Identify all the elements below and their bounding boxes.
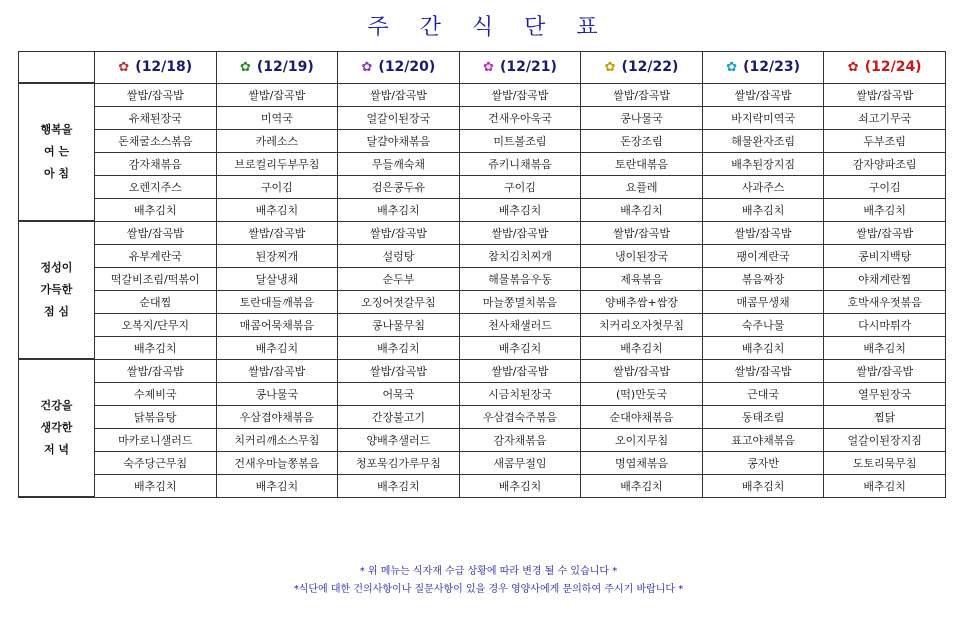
date-label: (12/19) (256, 59, 314, 76)
menu-item: 쌀밥/잡곡밥 (95, 221, 217, 244)
menu-item: 두부조림 (824, 129, 946, 152)
menu-item: 천사채샐러드 (459, 313, 581, 336)
menu-item: 매콤어묵채볶음 (216, 313, 338, 336)
flower-icon: ✿ (118, 60, 130, 76)
menu-item: 토란대들깨볶음 (216, 290, 338, 313)
meal-label (19, 359, 95, 497)
menu-item: 배추김치 (338, 336, 460, 359)
date-header-1 (216, 52, 338, 84)
menu-item: 무들깨숙채 (338, 152, 460, 175)
meal-label-line: 여 는 (43, 145, 70, 158)
menu-item: 배추김치 (216, 198, 338, 221)
menu-item: 콩비지백탕 (824, 244, 946, 267)
menu-item: 사과주스 (702, 175, 824, 198)
menu-item: 콩나물국 (581, 106, 703, 129)
flower-icon: ✿ (239, 60, 251, 76)
supply-change-note: * 위 메뉴는 식자재 수급 상황에 따라 변경 될 수 있습니다 * (359, 566, 618, 577)
meal-label-line: 정성이 (40, 261, 73, 274)
menu-item: 토란대볶음 (581, 152, 703, 175)
meal-row (19, 474, 946, 497)
meal-row (19, 428, 946, 451)
menu-item: 달살냉채 (216, 267, 338, 290)
menu-item: 배추김치 (459, 474, 581, 497)
menu-item: 근대국 (702, 382, 824, 405)
menu-item: 다시마튀각 (824, 313, 946, 336)
menu-item: 콩나물국 (216, 382, 338, 405)
flower-icon: ✿ (726, 60, 738, 76)
menu-item: 오복지/단무지 (95, 313, 217, 336)
menu-item: 우삼겹야채볶음 (216, 405, 338, 428)
menu-item: 쌀밥/잡곡밥 (216, 359, 338, 382)
menu-item: 팽이계란국 (702, 244, 824, 267)
menu-item: 청포묵김가루무침 (338, 451, 460, 474)
menu-item: (떡)만둣국 (581, 382, 703, 405)
meal-label-line: 행복을 (40, 123, 73, 136)
menu-item: 오렌지주스 (95, 175, 217, 198)
date-header-6 (824, 52, 946, 84)
menu-item: 치커리깨소스무침 (216, 428, 338, 451)
date-label: (12/23) (743, 59, 800, 76)
meal-label-line: 저 녁 (43, 443, 70, 456)
menu-item: 구이김 (824, 175, 946, 198)
menu-item: 배추된장지짐 (702, 152, 824, 175)
menu-item: 치커리오자첫무침 (581, 313, 703, 336)
menu-item: 냉이된장국 (581, 244, 703, 267)
menu-item: 쥬키니채볶음 (459, 152, 581, 175)
meal-row (19, 267, 946, 290)
menu-item: 배추김치 (95, 336, 217, 359)
menu-item: 수제비국 (95, 382, 217, 405)
menu-item: 배추김치 (581, 474, 703, 497)
meal-row (19, 198, 946, 221)
menu-item: 쌀밥/잡곡밥 (338, 83, 460, 106)
menu-item: 카레소스 (216, 129, 338, 152)
date-label: (12/21) (499, 59, 557, 76)
menu-item: 건새우마늘쫑볶음 (216, 451, 338, 474)
menu-item: 쌀밥/잡곡밥 (216, 221, 338, 244)
menu-item: 닭볶음탕 (95, 405, 217, 428)
menu-item: 감자채볶음 (95, 152, 217, 175)
menu-item: 유부계란국 (95, 244, 217, 267)
menu-item: 배추김치 (581, 336, 703, 359)
date-label: (12/24) (864, 59, 922, 76)
menu-item: 마늘쫑멸치볶음 (459, 290, 581, 313)
menu-item: 쌀밥/잡곡밥 (702, 359, 824, 382)
menu-item: 쌀밥/잡곡밥 (338, 359, 460, 382)
menu-item: 표고야채볶음 (702, 428, 824, 451)
menu-item: 쌀밥/잡곡밥 (824, 221, 946, 244)
meal-label-line: 생각한 (40, 421, 73, 434)
menu-item: 구이김 (459, 175, 581, 198)
menu-item: 찜닭 (824, 405, 946, 428)
menu-item: 쌀밥/잡곡밥 (581, 83, 703, 106)
flower-icon: ✿ (847, 60, 859, 76)
menu-item: 건새우아욱국 (459, 106, 581, 129)
menu-item: 매콤무생채 (702, 290, 824, 313)
menu-item: 오이지무침 (581, 428, 703, 451)
menu-item: 미역국 (216, 106, 338, 129)
menu-item: 야채계란찜 (824, 267, 946, 290)
meal-row (19, 152, 946, 175)
meal-row (19, 290, 946, 313)
meal-row (19, 129, 946, 152)
menu-item: 쌀밥/잡곡밥 (216, 83, 338, 106)
menu-item: 시금치된장국 (459, 382, 581, 405)
menu-item: 구이김 (216, 175, 338, 198)
menu-item: 배추김치 (459, 198, 581, 221)
menu-item: 배추김치 (338, 474, 460, 497)
menu-item: 얼갈이된장지짐 (824, 428, 946, 451)
menu-item: 해물볶음우동 (459, 267, 581, 290)
weekly-menu-table (18, 51, 946, 498)
menu-item: 간장불고기 (338, 405, 460, 428)
meal-row (19, 382, 946, 405)
menu-item: 쇠고기무국 (824, 106, 946, 129)
menu-item: 돈채굴소스볶음 (95, 129, 217, 152)
menu-item: 쌀밥/잡곡밥 (95, 83, 217, 106)
menu-item: 순두부 (338, 267, 460, 290)
menu-item: 배추김치 (95, 474, 217, 497)
menu-item: 쌀밥/잡곡밥 (95, 359, 217, 382)
meal-row (19, 106, 946, 129)
meal-row (19, 83, 946, 106)
menu-item: 양배추샐러드 (338, 428, 460, 451)
flower-icon: ✿ (604, 60, 616, 76)
menu-item: 배추김치 (824, 198, 946, 221)
meal-label-line: 아 침 (43, 167, 70, 180)
menu-item: 미트볼조림 (459, 129, 581, 152)
meal-row (19, 313, 946, 336)
menu-item: 순대야채볶음 (581, 405, 703, 428)
menu-item: 유채된장국 (95, 106, 217, 129)
menu-item: 배추김치 (824, 474, 946, 497)
menu-item: 순대찜 (95, 290, 217, 313)
meal-label-line: 건강을 (40, 399, 73, 412)
meal-label (19, 83, 95, 221)
menu-item: 쌀밥/잡곡밥 (459, 83, 581, 106)
menu-item: 돈장조림 (581, 129, 703, 152)
meal-row (19, 336, 946, 359)
menu-item: 콩자반 (702, 451, 824, 474)
menu-item: 오징어젓갈무침 (338, 290, 460, 313)
menu-item: 바지락미역국 (702, 106, 824, 129)
date-header-0 (95, 52, 217, 84)
flower-icon: ✿ (483, 60, 494, 76)
meal-label-line: 가득한 (40, 283, 73, 296)
menu-item: 쌀밥/잡곡밥 (581, 359, 703, 382)
inquiry-note: *식단에 대한 건의사항이나 질문사항이 있을 경우 영양사에게 문의하여 주시기 바랍니다 * (293, 584, 684, 595)
menu-item: 검은콩두유 (338, 175, 460, 198)
menu-item: 참치김치찌개 (459, 244, 581, 267)
menu-item: 요플레 (581, 175, 703, 198)
menu-item: 배추김치 (702, 198, 824, 221)
menu-item: 우삼겹숙주볶음 (459, 405, 581, 428)
menu-item: 콩나물무침 (338, 313, 460, 336)
menu-item: 제육볶음 (581, 267, 703, 290)
menu-item: 배추김치 (581, 198, 703, 221)
menu-item: 볶음짜장 (702, 267, 824, 290)
menu-item: 배추김치 (702, 474, 824, 497)
menu-item: 배추김치 (824, 336, 946, 359)
date-header-2 (338, 52, 460, 84)
menu-item: 배추김치 (95, 198, 217, 221)
meal-row (19, 244, 946, 267)
menu-item: 쌀밥/잡곡밥 (581, 221, 703, 244)
meal-label-line: 점 심 (43, 305, 70, 318)
menu-item: 배추김치 (459, 336, 581, 359)
menu-item: 마카로니샐러드 (95, 428, 217, 451)
menu-item: 명엽채볶음 (581, 451, 703, 474)
menu-item: 달걀야채볶음 (338, 129, 460, 152)
page-title: 주 간 식 단 표 (367, 15, 610, 40)
menu-item: 새콤무절임 (459, 451, 581, 474)
menu-item: 감자양파조림 (824, 152, 946, 175)
meal-row (19, 451, 946, 474)
menu-item: 어묵국 (338, 382, 460, 405)
meal-label (19, 221, 95, 359)
meal-row (19, 175, 946, 198)
menu-item: 설렁탕 (338, 244, 460, 267)
menu-item: 쌀밥/잡곡밥 (824, 359, 946, 382)
menu-item: 감자채볶음 (459, 428, 581, 451)
menu-item: 도토리묵무침 (824, 451, 946, 474)
menu-item: 브로컬리두부무침 (216, 152, 338, 175)
menu-item: 배추김치 (216, 474, 338, 497)
menu-item: 얼갈이된장국 (338, 106, 460, 129)
menu-item: 동태조림 (702, 405, 824, 428)
menu-item: 양배추쌈+쌈장 (581, 290, 703, 313)
menu-item: 쌀밥/잡곡밥 (338, 221, 460, 244)
meal-row (19, 221, 946, 244)
menu-item: 쌀밥/잡곡밥 (702, 221, 824, 244)
date-label: (12/22) (621, 59, 679, 76)
date-label: (12/18) (135, 59, 193, 76)
corner-cell (19, 52, 95, 84)
date-header-row (19, 52, 946, 84)
date-header-3 (459, 52, 581, 84)
menu-item: 해물완자조림 (702, 129, 824, 152)
menu-item: 호박새우젓볶음 (824, 290, 946, 313)
menu-item: 숙주나물 (702, 313, 824, 336)
menu-item: 쌀밥/잡곡밥 (702, 83, 824, 106)
menu-item: 배추김치 (702, 336, 824, 359)
date-header-4 (581, 52, 703, 84)
menu-item: 쌀밥/잡곡밥 (459, 359, 581, 382)
menu-item: 떡갈비조림/떡볶이 (95, 267, 217, 290)
date-header-5 (702, 52, 824, 84)
menu-item: 쌀밥/잡곡밥 (459, 221, 581, 244)
flower-icon: ✿ (361, 60, 373, 76)
meal-row (19, 405, 946, 428)
menu-item: 열무된장국 (824, 382, 946, 405)
menu-item: 숙주당근무침 (95, 451, 217, 474)
menu-item: 쌀밥/잡곡밥 (824, 83, 946, 106)
meal-row (19, 359, 946, 382)
menu-item: 배추김치 (216, 336, 338, 359)
date-label: (12/20) (378, 59, 436, 76)
menu-item: 된장찌개 (216, 244, 338, 267)
menu-item: 배추김치 (338, 198, 460, 221)
